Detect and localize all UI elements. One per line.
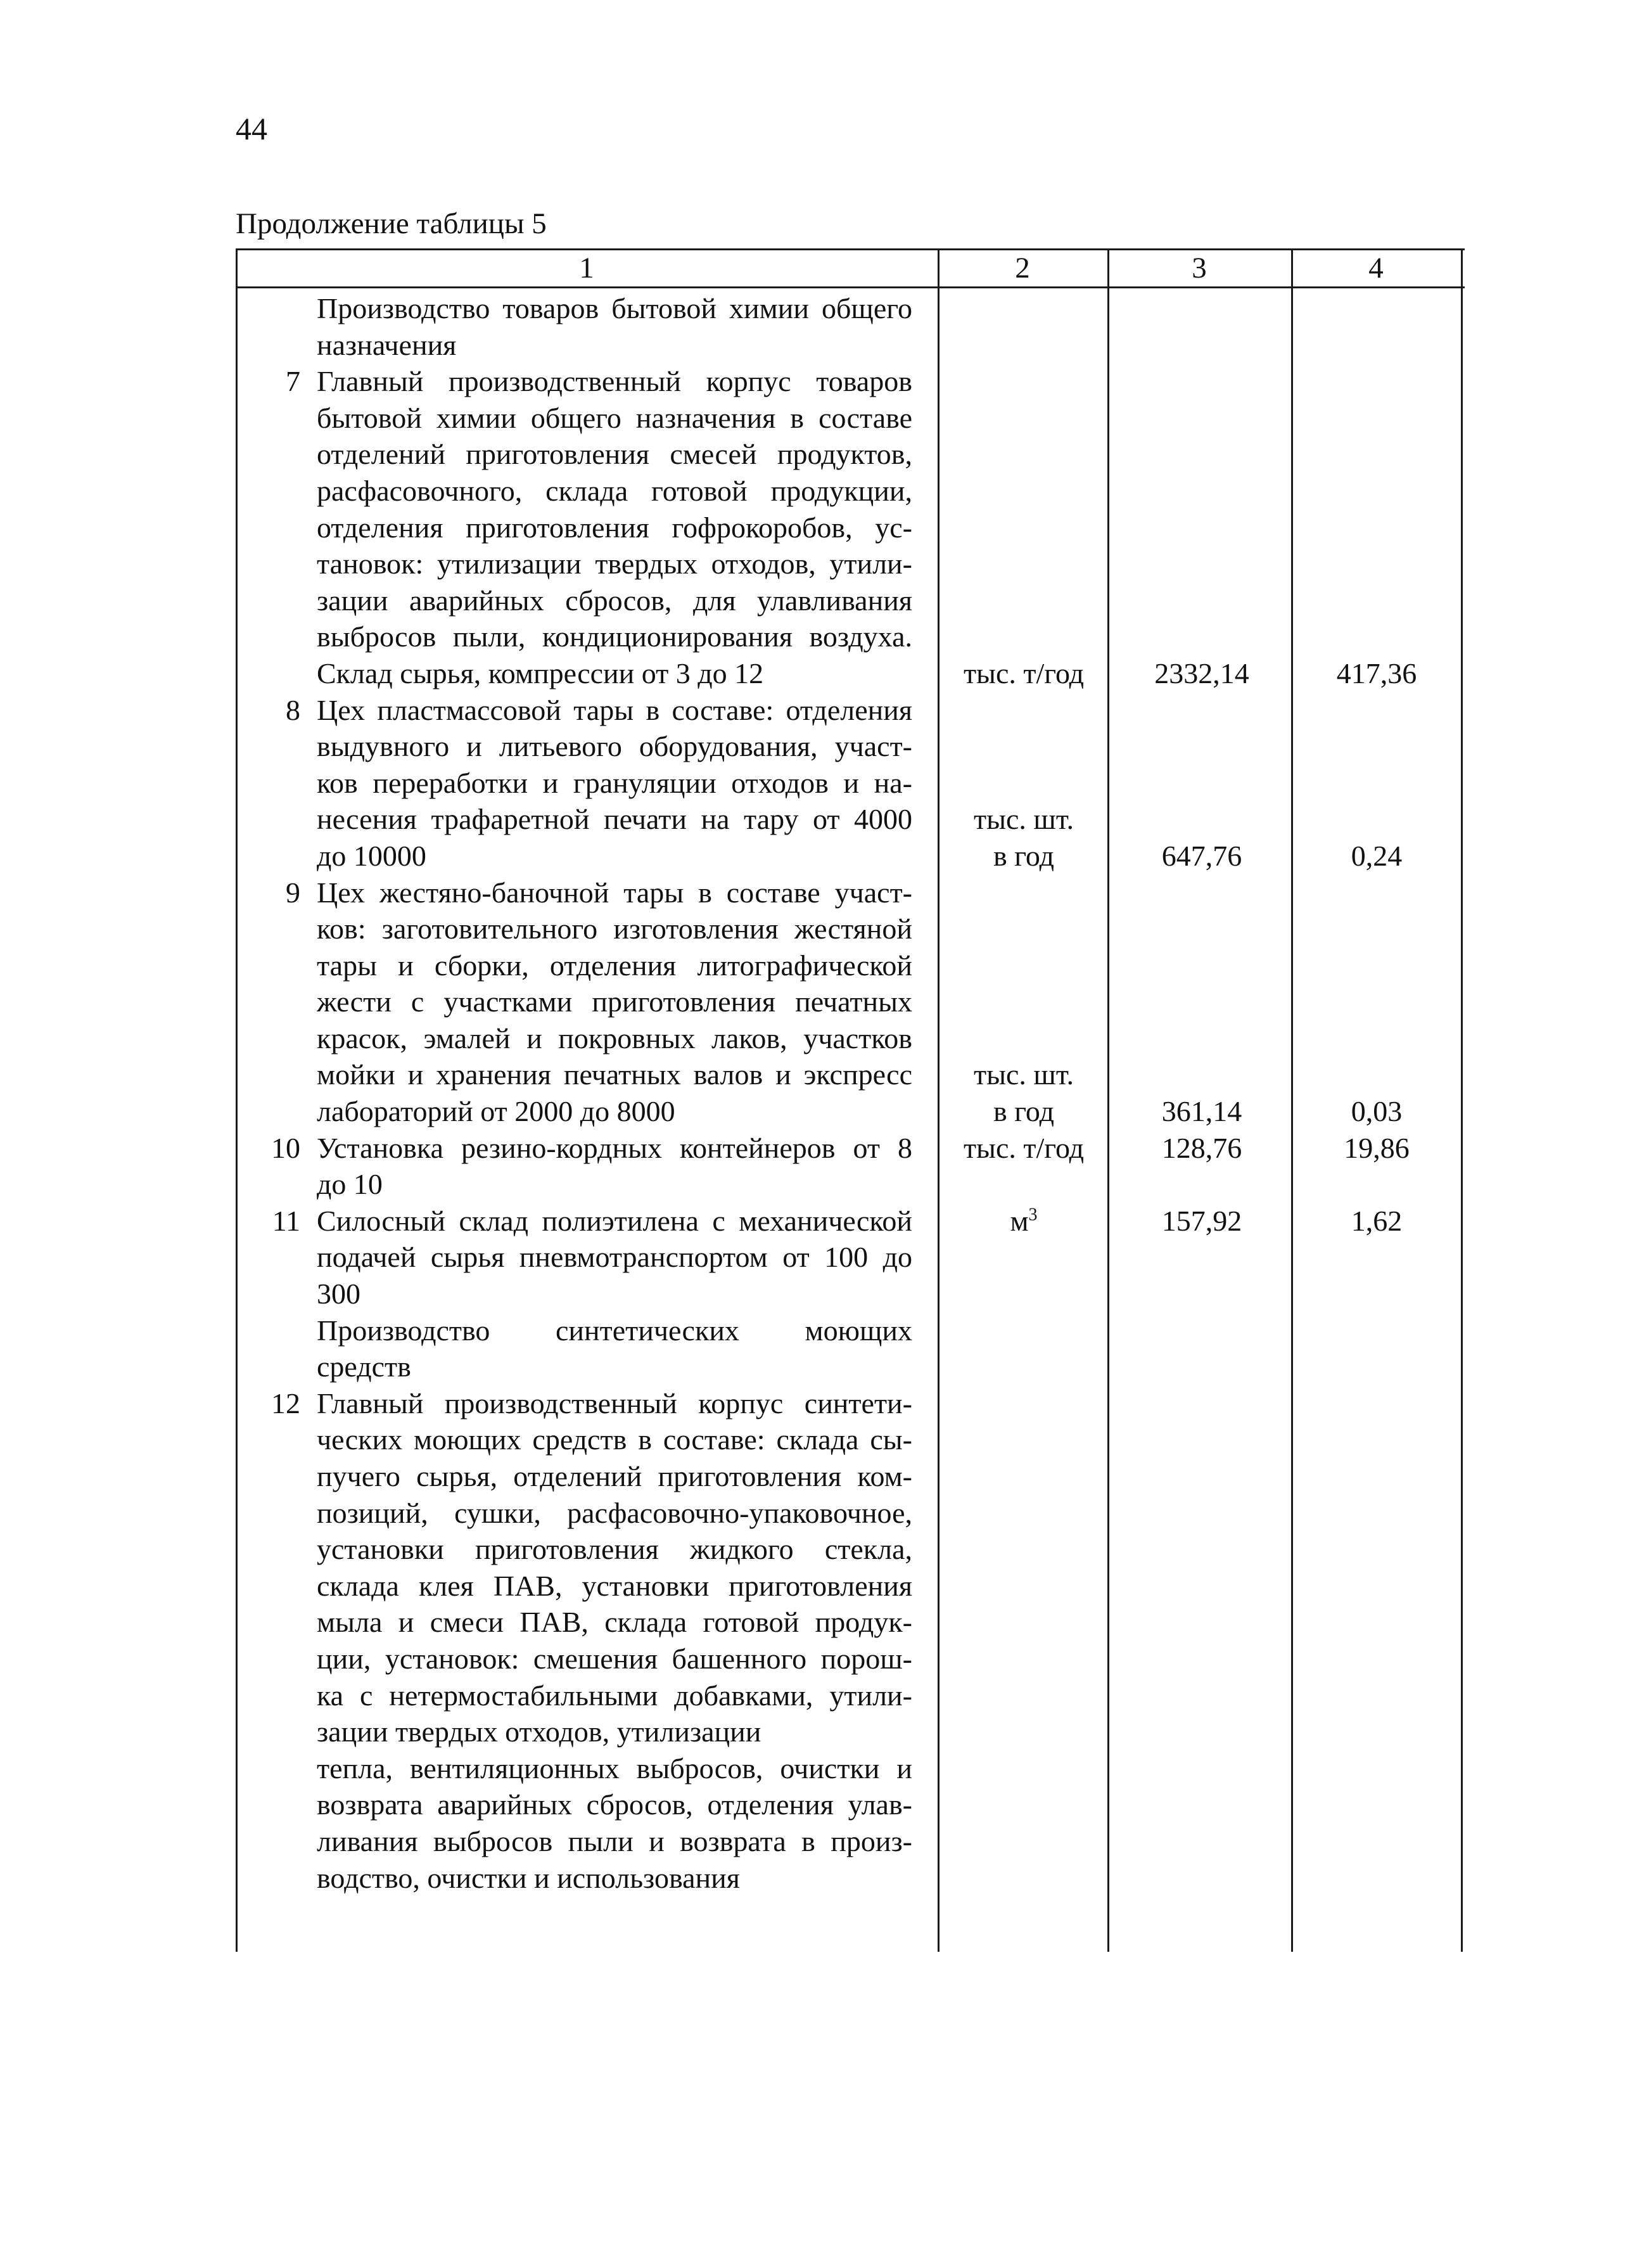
header-bottom-border — [236, 286, 1465, 288]
unit-text: тыс. шт. — [974, 1058, 1074, 1091]
table-line — [236, 1349, 1465, 1385]
description-text: Силосный склад полиэтилена с механической — [317, 1204, 912, 1237]
table-line — [236, 728, 1465, 765]
table-line — [236, 618, 1465, 655]
header-col-3: 3 — [1192, 252, 1207, 285]
table-line — [236, 1823, 1465, 1860]
description-text: Склад сырья, компрессии от 3 до 12 — [317, 657, 764, 689]
unit-text: м — [1010, 1204, 1029, 1237]
description-text: Производство синтетических моющих — [317, 1314, 912, 1347]
description-text: водство, очистки и использования — [317, 1861, 740, 1894]
description-text: красок, эмалей и покровных лаков, участков — [317, 1022, 912, 1054]
row-number: 10 — [271, 1131, 300, 1164]
table-line — [236, 801, 1465, 838]
unit-text: тыс. т/год — [963, 657, 1085, 689]
table-line — [236, 1750, 1465, 1787]
table-line — [236, 1385, 1465, 1422]
table-line — [236, 1641, 1465, 1677]
unit-cell — [940, 1056, 1107, 1093]
table-line — [236, 509, 1465, 546]
description-text: позиций, сушки, расфасовочно-упаковочное, — [317, 1496, 912, 1529]
description-text: зации твердых отходов, утилизации — [317, 1715, 761, 1748]
unit-text: в год — [993, 1095, 1055, 1128]
unit-superscript: 3 — [1028, 1205, 1038, 1225]
table-line — [236, 1056, 1465, 1093]
table-line — [236, 1531, 1465, 1568]
value-col-3: 647,76 — [1161, 839, 1242, 872]
description-text: выдувного и литьевого оборудования, участ- — [317, 730, 912, 763]
description-text: склада клея ПАВ, установки приготовления — [317, 1569, 912, 1602]
table-line — [236, 1130, 1465, 1167]
unit-cell — [940, 655, 1107, 692]
table-caption: Продолжение таблицы 5 — [236, 207, 547, 240]
description-text: Производство товаров бытовой химии общего — [317, 292, 912, 324]
table-line — [236, 1276, 1465, 1312]
header-col-4: 4 — [1368, 252, 1384, 285]
table-line — [236, 436, 1465, 473]
description-text: ливания выбросов пыли и возврата в произ- — [317, 1824, 912, 1857]
description-text: лабораторий от 2000 до 8000 — [317, 1095, 675, 1128]
description-text: возврата аварийных сбросов, отделения улав- — [317, 1788, 912, 1821]
table-line — [236, 1093, 1465, 1130]
description-text: средств — [317, 1350, 411, 1383]
table-line — [236, 875, 1465, 911]
table-line — [236, 947, 1465, 984]
page-number: 44 — [236, 111, 267, 146]
description-text: зации аварийных сбросов, для улавливания — [317, 584, 912, 617]
value-col-4: 19,86 — [1344, 1131, 1410, 1164]
header-col-1: 1 — [579, 252, 594, 285]
value-col-4: 0,24 — [1351, 839, 1403, 872]
description-text: ческих моющих средств в составе: склада сы- — [317, 1423, 912, 1456]
description-text: несения трафаретной печати на тару от 4000 — [317, 803, 912, 836]
table-line — [236, 400, 1465, 437]
header-col-2: 2 — [1015, 252, 1030, 285]
description-text: бытовой химии общего назначения в составе — [317, 401, 912, 434]
table — [236, 248, 1465, 1952]
table-line — [236, 363, 1465, 400]
table-line — [236, 1860, 1465, 1897]
description-text: ков: заготовительного изготовления жестяной — [317, 913, 912, 945]
description-text: мойки и хранения печатных валов и экспресс — [317, 1058, 912, 1091]
description-text: подачей сырья пневмотранспортом от 100 до — [317, 1241, 912, 1274]
row-number: 12 — [271, 1387, 300, 1419]
unit-cell — [940, 1093, 1107, 1130]
row-number: 7 — [286, 365, 300, 398]
value-col-4: 417,36 — [1336, 657, 1417, 689]
description-text: тановок: утилизации твердых отходов, утили- — [317, 548, 912, 580]
table-body — [236, 290, 1465, 1896]
table-line — [236, 983, 1465, 1020]
table-line — [236, 473, 1465, 509]
value-col-3: 128,76 — [1161, 1131, 1242, 1164]
row-number: 9 — [286, 876, 300, 909]
unit-cell — [940, 801, 1107, 838]
table-line — [236, 765, 1465, 802]
description-text: Цех жестяно-баночной тары в составе участ- — [317, 876, 912, 909]
unit-cell — [940, 1203, 1107, 1240]
value-col-4: 0,03 — [1351, 1095, 1403, 1128]
row-number: 11 — [272, 1204, 300, 1237]
description-text: Главный производственный корпус синтети- — [317, 1387, 912, 1419]
unit-text: тыс. шт. — [974, 803, 1074, 836]
row-number: 8 — [286, 693, 300, 726]
description-text: назначения — [317, 328, 457, 361]
description-text: отделения приготовления гофрокоробов, ус- — [317, 511, 912, 544]
table-line — [236, 290, 1465, 327]
table-line — [236, 1568, 1465, 1605]
table-line — [236, 1166, 1465, 1203]
description-text: тары и сборки, отделения литографической — [317, 949, 912, 982]
description-text: тепла, вентиляционных выбросов, очистки и — [317, 1752, 912, 1784]
description-text: Главный производственный корпус товаров — [317, 365, 912, 398]
table-line — [236, 1020, 1465, 1057]
table-line — [236, 838, 1465, 875]
table-line — [236, 546, 1465, 582]
unit-text: в год — [993, 839, 1055, 872]
table-line — [236, 1458, 1465, 1495]
description-text: пучего сырья, отделений приготовления ком- — [317, 1460, 912, 1492]
description-text: установки приготовления жидкого стекла, — [317, 1533, 912, 1566]
description-text: Цех пластмассовой тары в составе: отделения — [317, 693, 912, 726]
table-line — [236, 1312, 1465, 1349]
description-text: до 10000 — [317, 839, 426, 872]
table-line — [236, 1786, 1465, 1823]
table-line — [236, 1239, 1465, 1276]
unit-text: тыс. т/год — [963, 1131, 1085, 1164]
value-col-3: 157,92 — [1161, 1204, 1242, 1237]
table-line — [236, 692, 1465, 729]
table-line — [236, 582, 1465, 619]
table-top-border — [236, 248, 1465, 250]
table-line — [236, 1604, 1465, 1641]
description-text: Установка резино-кордных контейнеров от 8 — [317, 1131, 912, 1164]
unit-cell — [940, 1130, 1107, 1167]
description-text: расфасовочного, склада готовой продукции, — [317, 474, 912, 507]
table-line — [236, 1203, 1465, 1240]
description-text: отделений приготовления смесей продуктов, — [317, 438, 912, 471]
description-text: до 10 — [317, 1168, 383, 1201]
description-text: ции, установок: смешения башенного порош- — [317, 1642, 912, 1675]
description-text: ка с нетермостабильными добавками, утили- — [317, 1679, 912, 1712]
table-line — [236, 1677, 1465, 1714]
description-text: выбросов пыли, кондиционирования воздуха. — [317, 620, 912, 653]
value-col-4: 1,62 — [1351, 1204, 1403, 1237]
description-text: 300 — [317, 1278, 360, 1310]
table-line — [236, 327, 1465, 364]
table-line — [236, 1495, 1465, 1532]
description-text: мыла и смеси ПАВ, склада готовой продук- — [317, 1606, 912, 1639]
value-col-3: 2332,14 — [1154, 657, 1249, 689]
table-line — [236, 655, 1465, 692]
table-line — [236, 911, 1465, 947]
table-line — [236, 1714, 1465, 1750]
value-col-3: 361,14 — [1161, 1095, 1242, 1128]
unit-cell — [940, 838, 1107, 875]
description-text: жести с участками приготовления печатных — [317, 985, 912, 1018]
table-line — [236, 1421, 1465, 1458]
description-text: ков переработки и грануляции отходов и на- — [317, 766, 912, 799]
